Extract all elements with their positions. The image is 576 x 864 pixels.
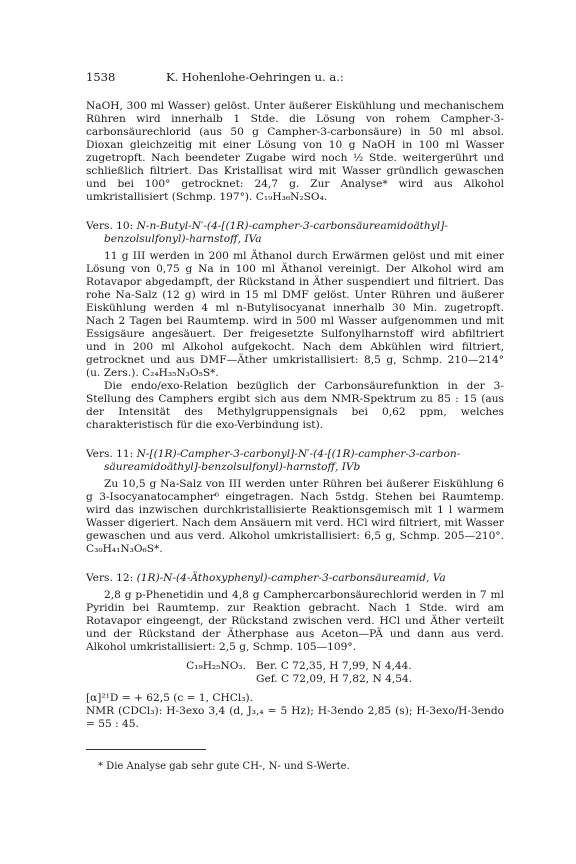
vers12-label: Vers. 12: xyxy=(86,572,137,584)
vers11-label: Vers. 11: xyxy=(86,448,137,460)
vers12-heading xyxy=(86,572,504,585)
nmr-data: NMR (CDCl₃): H-3exo 3,4 (d, J₃,₄ = 5 Hz); H-3endo 2,85 (s); H-3exo/H-3endo = 55 : 45. xyxy=(86,705,504,730)
vers12-paragraph-1: 2,8 g p-Phenetidin und 4,8 g Camphercarbonsäurechlorid werden in 7 ml Pyridin bei Raumtemp. zur Reaktion gebracht. Nach 1 Stde. wird am Rotavapor eingeengt, der Rückstand zwischen verd. HCl und Äther verteilt und der Rückstand der Ätherphase aus Aceton—PÄ und dann aus verd. Alkohol umkristallisiert: 2,5 g, Schmp. 105—109°. xyxy=(86,589,504,653)
footnote-divider xyxy=(86,749,206,750)
vers10-paragraph-2: Die endo/exo-Relation bezüglich der Carbonsäurefunktion in der 3-Stellung des Camphers ergibt sich aus dem NMR-Spektrum zu 85 : 15 (aus der Intensität des Methylgruppensignals bei 0,62 ppm, welches charakteristisch für die exo-Verbindung ist). xyxy=(86,380,504,431)
footnote: * Die Analyse gab sehr gute CH-, N- und S-Werte. xyxy=(98,761,350,772)
elemental-analysis xyxy=(86,660,504,686)
vers10-label: Vers. 10: xyxy=(86,220,137,232)
running-title: K. Hohenlohe-Oehringen u. a.: xyxy=(166,70,344,84)
vers11-title-line1: N-[(1R)-Campher-3-carbonyl]-N′-(4-[(1R)-campher-3-carbon- xyxy=(136,448,461,460)
analysis-found: Gef. C 72,09, H 7,82, N 4,54. xyxy=(256,673,413,685)
optical-rotation: [α]²¹D = + 62,5 (c = 1, CHCl₃). xyxy=(86,692,253,704)
vers10-title-line2: benzolsulfonyl)-harnstoff, IVa xyxy=(104,233,262,245)
page-content xyxy=(86,70,504,783)
vers11-title-line2: säureamidoäthyl]-benzolsulfonyl)-harnstoff, IVb xyxy=(104,461,361,473)
vers10-paragraph-1: 11 g III werden in 200 ml Äthanol durch Erwärmen gelöst und mit einer Lösung von 0,75 g Na in 100 ml Äthanol vereinigt. Der Alkohol wird am Rotavapor abgedampft, der Rückstand in Äther suspendiert und filtriert. Das rohe Na-Salz (12 g) wird in 15 ml DMF gelöst. Unter Rühren und äußerer Eiskühlung werden 4 ml n-Butylisocyanat innerhalb 30 Min. zugetropft. Nach 2 Tagen bei Raumtemp. wird in 500 ml Wasser aufgenommen und mit Essigsäure angesäuert. Der freigesetzte Sulfonylharnstoff wird abfiltriert und in 200 ml Alkohol aufgekocht. Nach dem Abkühlen wird filtriert, getrocknet und aus DMF—Äther umkristallisiert: 8,5 g, Schmp. 210—214° (u. Zers.). C₂₄H₃₅N₃O₅S*. xyxy=(86,250,504,379)
vers11-paragraph-1: Zu 10,5 g Na-Salz von III werden unter Rühren bei äußerer Eiskühlung 6 g 3-Isocyanatocampher⁶ eingetragen. Nach 5stdg. Stehen bei Raumtemp. wird das inzwischen durchkristallisierte Reaktionsgemisch mit 1 l warmem Wasser digeriert. Nach dem Ansäuern mit verd. HCl wird filtriert, mit Wasser gewaschen und aus verd. Alkohol umkristallisiert: 6,5 g, Schmp. 205—210°. C₃₀H₄₁N₃O₆S*. xyxy=(86,478,504,555)
intro-paragraph: NaOH, 300 ml Wasser) gelöst. Unter äußerer Eiskühlung und mechanischem Rühren wird innerhalb 1 Stde. die Lösung von rohem Campher-3-carbonsäurechlorid (aus 50 g Campher-3-carbonsäure) in 50 ml absol. Dioxan gleichzeitig mit einer Lösung von 10 g NaOH in 100 ml Wasser zugetropft. Nach beendeter Zugabe wird noch ½ Stde. weitergerührt und schließlich filtriert. Das Kristallisat wird mit Wasser gründlich gewaschen und bei 100° getrocknet: 24,7 g. Zur Analyse* wird aus Alkohol umkristallisiert (Schmp. 197°). C₁₉H₃₆N₂SO₄. xyxy=(86,100,504,203)
page-number: 1538 xyxy=(86,70,116,84)
vers11-heading xyxy=(86,448,504,474)
vers10-title-line1: N-n-Butyl-N′-(4-[(1R)-campher-3-carbonsäureamidoäthyl]- xyxy=(136,220,448,232)
vers10-heading xyxy=(86,220,504,246)
page-header xyxy=(86,70,504,88)
analysis-formula: C₁₉H₂₅NO₃. xyxy=(186,660,246,672)
analysis-calculated: Ber. C 72,35, H 7,99, N 4,44. xyxy=(256,660,412,672)
vers12-title-line1: (1R)-N-(4-Äthoxyphenyl)-campher-3-carbonsäureamid, Va xyxy=(136,572,446,584)
